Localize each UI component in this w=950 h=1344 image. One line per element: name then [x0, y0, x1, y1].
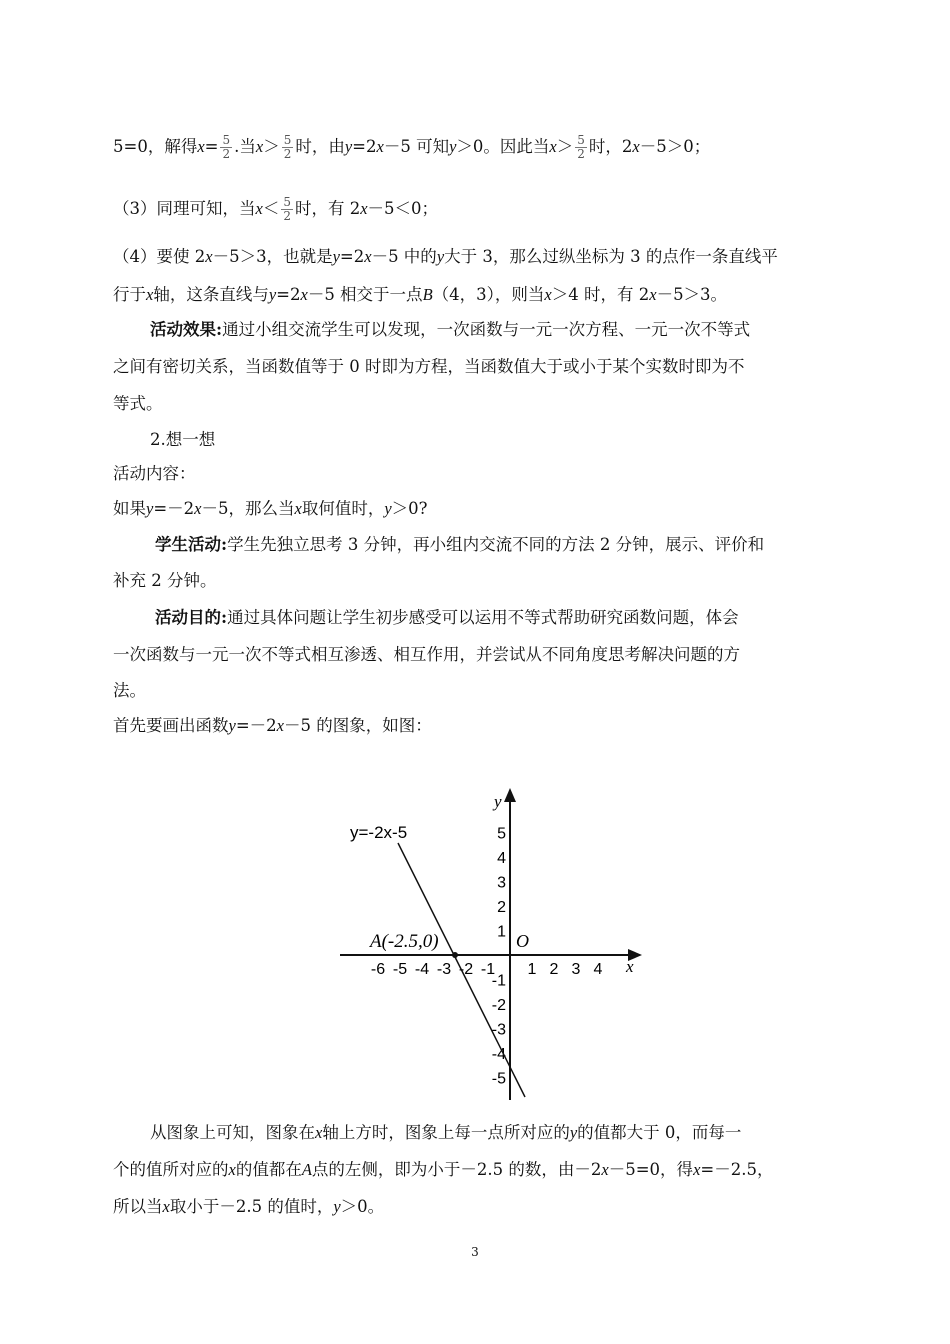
y-tick-label: 1 — [497, 923, 506, 941]
numerator: 5 — [283, 133, 292, 147]
var-y: y — [569, 1123, 578, 1142]
text: －5＞3。 — [656, 285, 728, 304]
student-line1 — [155, 534, 764, 556]
var-y: y — [332, 247, 340, 266]
point-A: A — [301, 1160, 312, 1179]
var-x: x — [693, 1160, 701, 1179]
text: －5＞0； — [639, 137, 711, 156]
y-axis-label: y — [494, 792, 502, 811]
y-tick-label: 5 — [497, 825, 506, 843]
x-axis-label: x — [626, 957, 634, 976]
text: 轴上方时，图象上每一点所对应的 — [322, 1123, 570, 1142]
function-graph — [330, 780, 650, 1100]
student-line2 — [113, 570, 217, 592]
concl-line2 — [113, 1159, 773, 1181]
var-x: x — [146, 285, 154, 304]
fraction-5-2 — [220, 134, 232, 161]
text: 之间有密切关系，当函数值等于 0 时即为方程，当函数值大于或小于某个实数时即为不 — [113, 357, 745, 376]
text: 首先要画出函数 — [113, 716, 229, 735]
purpose-line2 — [113, 644, 740, 666]
text: －5=0，得 — [608, 1160, 694, 1179]
point-a-dot — [452, 952, 458, 958]
text: ＜ — [262, 199, 280, 218]
text: 等式。 — [113, 394, 163, 413]
text: 取小于－2.5 的值时， — [169, 1197, 334, 1216]
text: （3）同理可知，当 — [113, 199, 256, 218]
para3-line1 — [113, 246, 778, 268]
concl-line1 — [150, 1122, 741, 1144]
content-label: 活动内容： — [113, 464, 196, 483]
text: =2 — [352, 137, 377, 156]
text: －5＜0； — [367, 199, 439, 218]
text: （4，3），则当 — [432, 285, 545, 304]
text: 学生先独立思考 3 分钟，再小组内交流不同的方法 2 分钟，展示、评价和 — [227, 535, 765, 554]
text: =－2.5， — [700, 1160, 774, 1179]
y-tick-label: -2 — [491, 997, 506, 1014]
para2-line — [113, 196, 438, 223]
numerator: 5 — [222, 133, 231, 147]
numerator: 5 — [577, 133, 585, 147]
x-tick-label: -4 — [414, 961, 430, 978]
effect-line2 — [113, 356, 745, 378]
text: 法。 — [113, 681, 146, 700]
var-x: x — [360, 199, 368, 218]
text: ＞0。因此当 — [456, 137, 550, 156]
x-tick-label: 4 — [593, 961, 603, 978]
var-x: x — [197, 137, 205, 156]
section-heading: 2.想一想 — [150, 430, 216, 449]
text: 时，2 — [588, 137, 633, 156]
var-x: x — [364, 247, 372, 266]
text: =2 — [339, 247, 365, 266]
var-y: y — [384, 499, 392, 518]
var-y: y — [436, 247, 445, 266]
var-y: y — [228, 716, 236, 735]
y-tick-label: -1 — [491, 972, 506, 990]
text: 的值都在 — [235, 1160, 302, 1179]
text: 大于 3，那么过纵坐标为 3 的点作一条直线平 — [444, 247, 778, 266]
var-x: x — [544, 285, 552, 304]
y-tick-label: -4 — [491, 1046, 506, 1063]
denominator: 2 — [222, 147, 231, 161]
text: 个的值所对应的 — [113, 1160, 229, 1179]
fraction-5-2 — [281, 196, 293, 223]
text: 轴，这条直线与 — [153, 285, 269, 304]
purpose-line1 — [155, 607, 739, 629]
fraction-5-2 — [575, 134, 587, 161]
effect-line1 — [150, 319, 750, 341]
var-x: x — [194, 499, 202, 518]
text: ＞ — [556, 137, 574, 156]
x-tick-label: 1 — [527, 961, 537, 978]
text: －5 相交于一点 — [307, 285, 423, 304]
var-y: y — [449, 137, 457, 156]
text: 点的左侧，即为小于－2.5 的数，由－2 — [311, 1160, 602, 1179]
text: 补充 2 分钟。 — [113, 571, 217, 590]
y-tick-label: -3 — [491, 1021, 506, 1039]
numerator: 5 — [283, 195, 291, 209]
para1-line — [113, 134, 710, 161]
text: 从图象上可知，图象在 — [150, 1123, 315, 1142]
var-x: x — [300, 285, 308, 304]
text: 5=0，解得 — [113, 137, 198, 156]
text: ＞0? — [391, 499, 428, 518]
text: －5，那么当 — [201, 499, 295, 518]
var-x: x — [315, 1123, 323, 1142]
var-x: x — [294, 499, 302, 518]
concl-line3 — [113, 1196, 384, 1218]
x-tick-label: -2 — [458, 961, 474, 978]
fraction-5-2 — [282, 134, 294, 161]
x-tick-label: -1 — [480, 961, 496, 978]
para3-line2 — [113, 284, 727, 306]
text: （4）要使 2 — [113, 247, 206, 266]
draw-line — [113, 715, 432, 737]
x-tick-label: -6 — [370, 961, 386, 978]
denominator: 2 — [283, 147, 292, 161]
text: 如果 — [113, 499, 146, 518]
y-tick-label: 3 — [497, 874, 506, 892]
text: ＞0。 — [340, 1197, 385, 1216]
var-x: x — [632, 137, 640, 156]
var-x: x — [276, 716, 284, 735]
y-tick-labels — [492, 826, 506, 1088]
text: .当 — [234, 137, 256, 156]
var-x: x — [255, 199, 263, 218]
text: 取何值时， — [301, 499, 385, 518]
denominator: 2 — [577, 147, 585, 161]
text: =2 — [276, 285, 301, 304]
point-a-label: A(-2.5,0) — [370, 931, 439, 952]
x-tick-label: 2 — [549, 961, 559, 978]
y-tick-label: 4 — [497, 850, 506, 867]
text: 时，由 — [295, 137, 345, 156]
x-tick-label: 3 — [571, 961, 581, 978]
text: 一次函数与一元一次不等式相互渗透、相互作用，并尝试从不同角度思考解决问题的方 — [113, 645, 740, 664]
denominator: 2 — [283, 209, 291, 223]
var-x: x — [376, 137, 384, 156]
y-tick-label: -5 — [491, 1070, 506, 1088]
text: 所以当 — [113, 1197, 163, 1216]
text: 通过小组交流学生可以发现，一次函数与一元一次方程、一元一次不等式 — [222, 320, 751, 339]
text: = — [204, 137, 219, 156]
var-x: x — [255, 137, 264, 156]
y-tick-label: 2 — [497, 899, 506, 916]
x-tick-label: -5 — [392, 961, 408, 978]
text: －5 的图象，如图： — [283, 716, 432, 735]
text: =－2 — [235, 716, 277, 735]
x-tick-label: -3 — [436, 961, 452, 978]
text: －5 可知 — [383, 137, 450, 156]
text: ＞4 时，有 2 — [551, 285, 650, 304]
text: 时，有 2 — [294, 199, 361, 218]
x-tick-labels — [371, 961, 603, 978]
var-x: x — [162, 1197, 170, 1216]
var-x: x — [228, 1160, 236, 1179]
var-y: y — [146, 499, 154, 518]
effect-line3 — [113, 393, 163, 415]
student-label: 学生活动: — [155, 535, 228, 554]
purpose-line3 — [113, 680, 146, 702]
effect-label: 活动效果: — [150, 320, 223, 339]
text: －5＞3，也就是 — [212, 247, 333, 266]
text: =－2 — [153, 499, 195, 518]
var-y: y — [333, 1197, 341, 1216]
page-number: 3 — [471, 1245, 479, 1259]
var-x: x — [649, 285, 657, 304]
purpose-label: 活动目的: — [155, 608, 228, 627]
origin-label: O — [516, 931, 529, 951]
text: 行于 — [113, 285, 146, 304]
var-y: y — [344, 137, 353, 156]
text: 通过具体问题让学生初步感受可以运用不等式帮助研究函数问题，体会 — [227, 608, 739, 627]
var-x: x — [549, 137, 557, 156]
text: 的值都大于 0，而每一 — [577, 1123, 742, 1142]
question-line — [113, 498, 428, 520]
point-B: B — [422, 285, 433, 304]
text: －5 中的 — [371, 247, 437, 266]
line-label: y=-2x-5 — [350, 823, 408, 842]
var-y: y — [268, 285, 277, 304]
var-x: x — [601, 1160, 609, 1179]
text: ＞ — [263, 137, 280, 156]
var-x: x — [205, 247, 213, 266]
